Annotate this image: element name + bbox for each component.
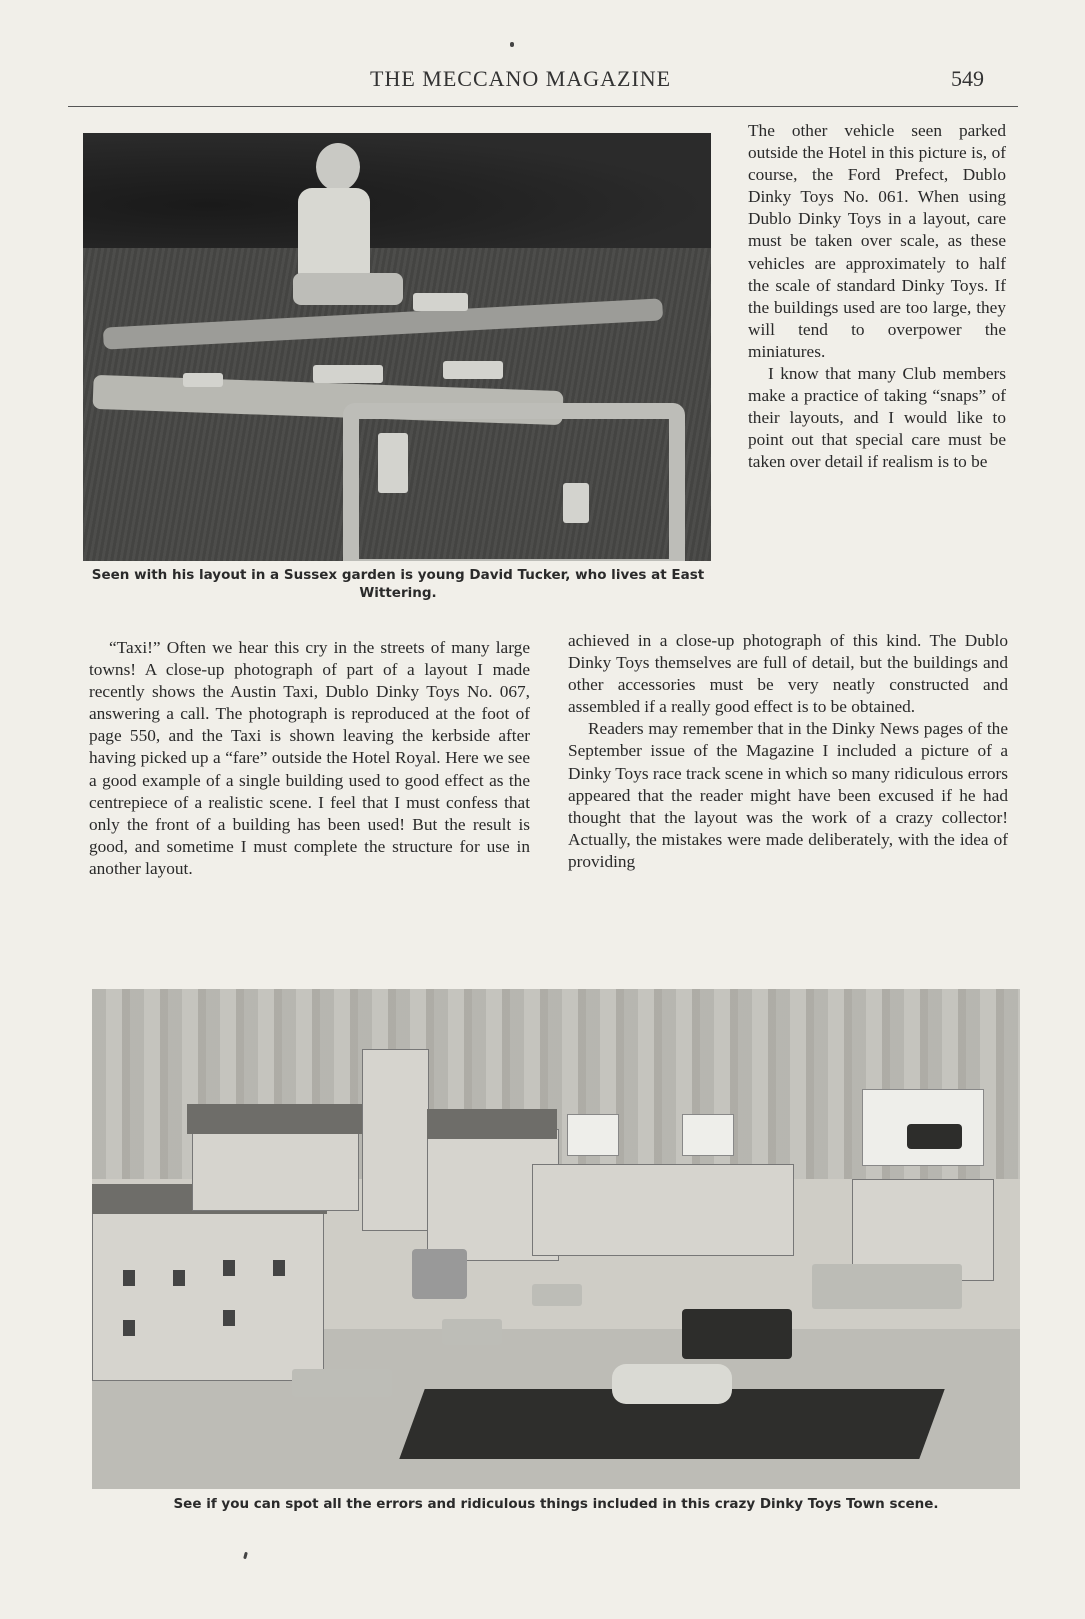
photo-trees [83, 133, 711, 253]
photo-toy-car [413, 293, 468, 311]
photo-poster [682, 1114, 734, 1156]
photo-roof [187, 1104, 362, 1134]
photo-crane-lorry [812, 1264, 962, 1309]
photo-toy-car [378, 433, 408, 493]
paragraph: Readers may remember that in the Dinky News pages of the September issue of the Magazine I included a picture of a Dinky Toys race track scene in which so many ridiculous errors appeared that the reader might have been excused if he had thought that the layout was the work of a crazy collector! Actually, the mistakes were made deliberately, with the idea of providing [568, 719, 1008, 871]
photo-toy-car [563, 483, 589, 523]
photo-toy-car [532, 1284, 582, 1306]
photo-boy [288, 143, 383, 313]
garden-layout-photo [83, 133, 711, 561]
photo-cafe-building [532, 1164, 794, 1256]
photo-roof [427, 1109, 557, 1139]
top-photo-caption: Seen with his layout in a Sussex garden is young David Tucker, who lives at East Wittering. [91, 567, 705, 601]
photo-toy-car [313, 365, 383, 383]
print-speck [243, 1552, 248, 1560]
magazine-title: THE MECCANO MAGAZINE [370, 66, 672, 91]
header-rule [68, 106, 1018, 107]
page-number: 549 [951, 66, 984, 91]
photo-poster [567, 1114, 619, 1156]
photo-toy-car [443, 361, 503, 379]
paragraph: achieved in a close-up photograph of this kind. The Dublo Dinky Toys themselves are full of detail, but the buildings and other accessories must be very neatly constructed and assembled if a really good effect is to be obtained. [568, 631, 1008, 717]
paragraph: The other vehicle seen parked outside the Hotel in this picture is, of course, the Ford Prefect, Dublo Dinky Toys No. 061. When using Dublo Dinky Toys in a layout, care must be taken over scale, as these vehicles are approximately to half the scale of standard Dinky Toys. If the buildings used are too large, they will tend to overpower the miniatures. [748, 121, 1006, 361]
photo-house-building [92, 1209, 324, 1381]
paragraph: I know that many Club members make a practice of taking “snaps” of their layouts, and I would like to point out that special care must be taken over detail if realism is to be [748, 364, 1006, 472]
photo-billboard-van [907, 1124, 962, 1149]
bottom-photo-caption: See if you can spot all the errors and ridiculous things included in this crazy Dinky Toys Town scene. [173, 1496, 939, 1512]
photo-toy-car [442, 1319, 502, 1345]
photo-caravan [612, 1364, 732, 1404]
paragraph: “Taxi!” Often we hear this cry in the streets of many large towns! A close-up photograph of part of a layout I made recently shows the Austin Taxi, Dublo Dinky Toys No. 067, answering a call. The photograph is reproduced at the foot of page 550, and the Taxi is shown leaving the kerbside after having picked up a “fare” outside the Hotel Royal. Here we see a good example of a single building used to good effect as the centrepiece of a realistic scene. I feel that I must confess that only the front of a building has been used! But the result is good, and sometime I must complete the structure for use in another layout. [89, 638, 530, 878]
print-speck [510, 42, 514, 47]
photo-lorry [412, 1249, 467, 1299]
photo-tudor-building [192, 1129, 359, 1211]
right-column-bottom-text [568, 630, 1008, 873]
photo-toy-car [183, 373, 223, 387]
photo-toy-car [292, 1369, 392, 1397]
left-column-text [89, 637, 530, 880]
photo-bus [682, 1309, 792, 1359]
right-column-top-text [748, 120, 1006, 474]
photo-church-tower [362, 1049, 429, 1231]
crazy-town-scene-photo [92, 989, 1020, 1489]
